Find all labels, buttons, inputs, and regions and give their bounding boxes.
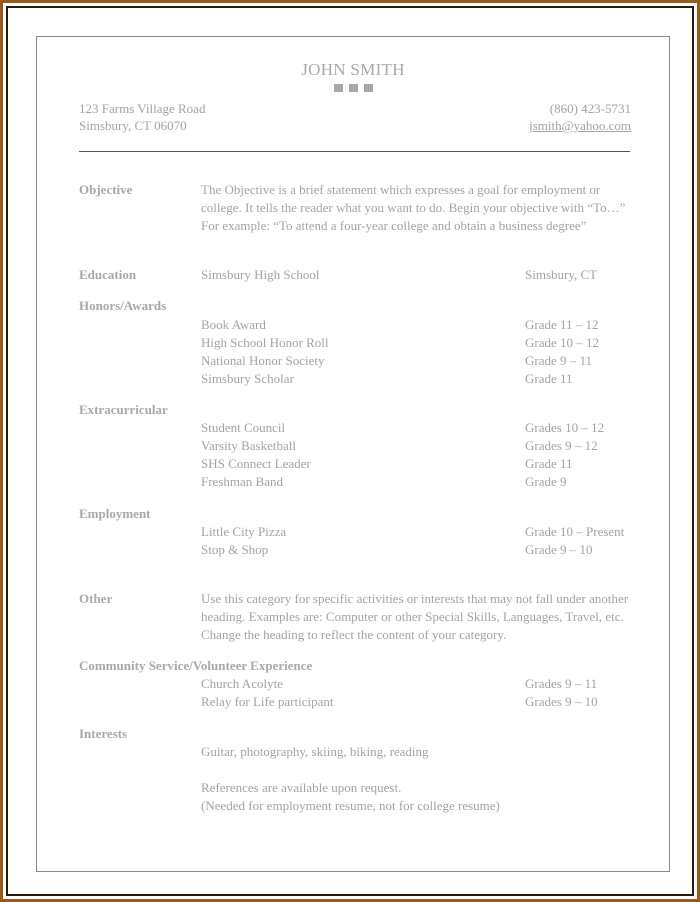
interests-heading: Interests	[79, 726, 128, 741]
list-item-grade: Grade 10 – 12	[525, 335, 600, 350]
square-icon	[334, 84, 343, 92]
list-item-grade: Grades 9 – 11	[525, 676, 598, 691]
decorative-squares	[334, 84, 373, 92]
list-item: Stop & Shop	[201, 542, 269, 557]
square-icon	[349, 84, 358, 92]
list-item: Church Acolyte	[201, 676, 283, 691]
education-school: Simsbury High School	[201, 267, 320, 282]
objective-heading: Objective	[79, 182, 133, 197]
address-line2: Simsbury, CT 06070	[79, 118, 187, 133]
community-heading: Community Service/Volunteer Experience	[79, 658, 313, 673]
extracurricular-heading: Extracurricular	[79, 402, 168, 417]
email-link[interactable]: jsmith@yahoo.com	[529, 118, 631, 133]
list-item-grade: Grades 10 – 12	[525, 420, 605, 435]
phone: (860) 423-5731	[549, 101, 631, 116]
list-item: Varsity Basketball	[201, 438, 296, 453]
honors-heading: Honors/Awards	[79, 298, 167, 313]
list-item: Little City Pizza	[201, 524, 287, 539]
list-item-grade: Grade 9	[525, 474, 567, 489]
list-item-grade: Grade 9 – 10	[525, 542, 593, 557]
objective-text: The Objective is a brief statement which expresses a goal for employment or college. It tells the reader what you want to do. Begin your objective with “To…” For example: “To attend a four-year college and obtain a business degree”	[201, 182, 626, 233]
list-item: Student Council	[201, 420, 286, 435]
employment-heading: Employment	[79, 506, 151, 521]
resume-sheet	[36, 36, 670, 872]
education-heading: Education	[79, 267, 137, 282]
list-item-grade: Grades 9 – 12	[525, 438, 598, 453]
list-item: Relay for Life participant	[201, 694, 334, 709]
references-line2: (Needed for employment resume, not for college resume)	[201, 798, 500, 813]
interests-text: Guitar, photography, skiing, biking, reading	[201, 744, 429, 759]
list-item-grade: Grade 11	[525, 371, 573, 386]
square-icon	[364, 84, 373, 92]
list-item: High School Honor Roll	[201, 335, 329, 350]
education-location: Simsbury, CT	[525, 267, 598, 282]
resume-name: JOHN SMITH	[301, 60, 405, 79]
list-item-grade: Grade 9 – 11	[525, 353, 593, 368]
list-item: Simsbury Scholar	[201, 371, 294, 386]
list-item: Book Award	[201, 317, 266, 332]
list-item: SHS Connect Leader	[201, 456, 311, 471]
list-item: Freshman Band	[201, 474, 283, 489]
other-heading: Other	[79, 591, 113, 606]
address-line1: 123 Farms Village Road	[79, 101, 206, 116]
list-item-grade: Grade 10 – Present	[525, 524, 625, 539]
list-item-grade: Grades 9 – 10	[525, 694, 598, 709]
header-divider	[79, 151, 630, 152]
list-item-grade: Grade 11 – 12	[525, 317, 599, 332]
list-item: National Honor Society	[201, 353, 325, 368]
references-line1: References are available upon request.	[201, 780, 402, 795]
list-item-grade: Grade 11	[525, 456, 573, 471]
other-text: Use this category for specific activities or interests that may not fall under another heading. Examples are: Computer or other Special Skills, Languages, Travel, etc. Change the heading to reflect the content of your category.	[201, 591, 629, 642]
